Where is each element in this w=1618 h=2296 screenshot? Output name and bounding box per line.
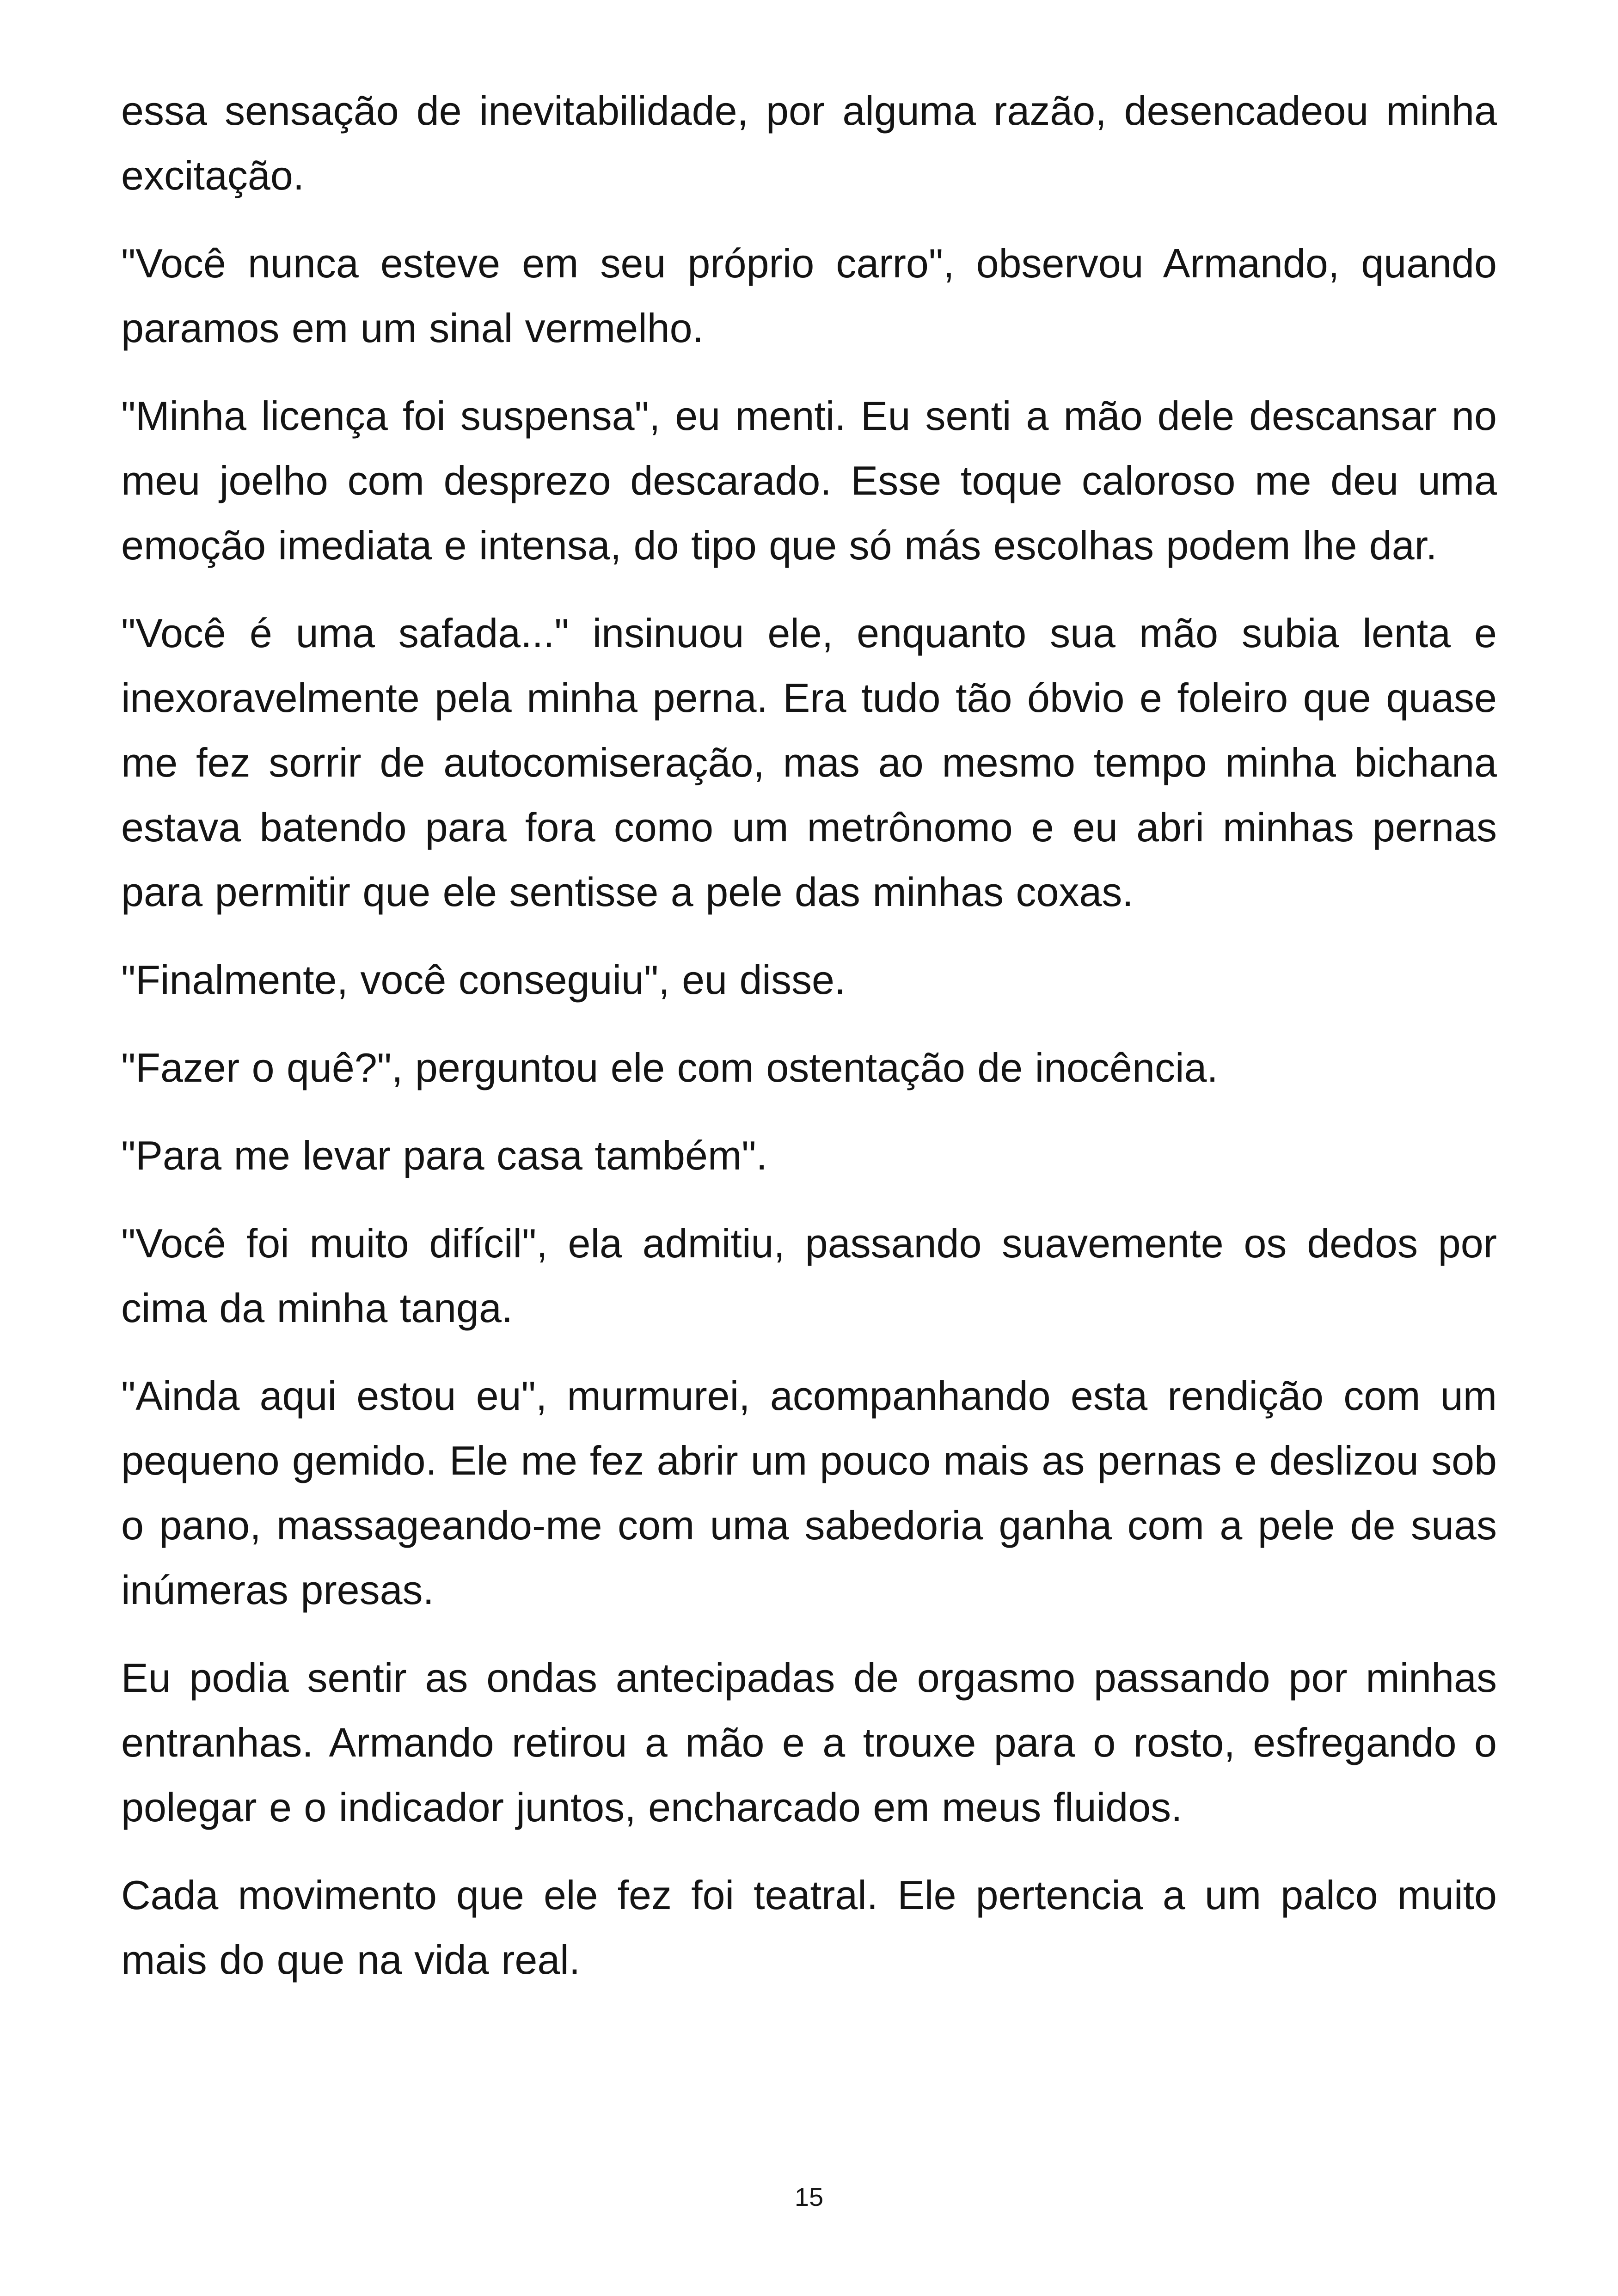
paragraph: Cada movimento que ele fez foi teatral. Ele pertencia a um palco muito mais do que na vida real. xyxy=(121,1872,1497,1983)
paragraph: "Minha licença foi suspensa", eu menti. Eu senti a mão dele descansar no meu joelho com desprezo descarado. Esse toque caloroso me deu uma emoção imediata e intensa, do tipo que só más escolhas podem lhe dar. xyxy=(121,393,1497,568)
paragraph: "Para me levar para casa também". xyxy=(121,1133,767,1178)
paragraph: "Você é uma safada..." insinuou ele, enquanto sua mão subia lenta e inexoravelmente pela minha perna. Era tudo tão óbvio e foleiro que quase me fez sorrir de autocomiseração, mas ao mesmo tempo minha bichana estava batendo para fora como um metrônomo e eu abri minhas pernas para permitir que ele sentisse a pele das minhas coxas. xyxy=(121,610,1497,915)
paragraph: "Ainda aqui estou eu", murmurei, acompanhando esta rendição com um pequeno gemido. Ele me fez abrir um pouco mais as pernas e deslizou sob o pano, massageando-me com uma sabedoria ganha com a pele de suas inúmeras presas. xyxy=(121,1373,1497,1613)
paragraph: "Você foi muito difícil", ela admitiu, passando suavemente os dedos por cima da minha tanga. xyxy=(121,1220,1497,1331)
paragraph: essa sensação de inevitabilidade, por alguma razão, desencadeou minha excitação. xyxy=(121,88,1497,198)
page-number: 15 xyxy=(794,2182,824,2211)
paragraph: "Você nunca esteve em seu próprio carro", observou Armando, quando paramos em um sinal vermelho. xyxy=(121,240,1497,351)
paragraph: "Fazer o quê?", perguntou ele com ostentação de inocência. xyxy=(121,1045,1218,1090)
text-body xyxy=(121,79,1497,2015)
paragraph: "Finalmente, você conseguiu", eu disse. xyxy=(121,957,846,1003)
paragraph: Eu podia sentir as ondas antecipadas de orgasmo passando por minhas entranhas. Armando retirou a mão e a trouxe para o rosto, esfregando o polegar e o indicador juntos, encharcado em meus fluidos. xyxy=(121,1655,1497,1830)
